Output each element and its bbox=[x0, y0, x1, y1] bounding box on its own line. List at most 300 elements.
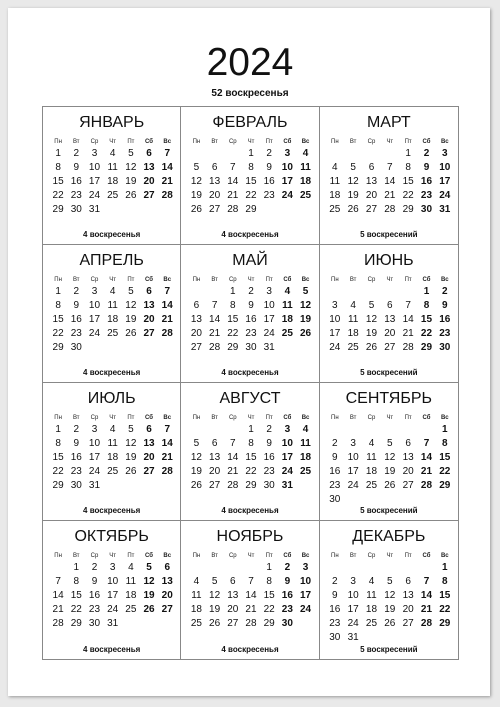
month-name: АПРЕЛЬ bbox=[79, 252, 144, 269]
day-cell: 17 bbox=[107, 590, 119, 601]
day-cell: 7 bbox=[164, 148, 170, 159]
day-cell: 3 bbox=[284, 148, 291, 159]
day-cell: 26 bbox=[384, 480, 396, 491]
day-cell: 26 bbox=[190, 480, 202, 491]
day-cell bbox=[296, 203, 314, 217]
day-cell: 9 bbox=[73, 438, 80, 449]
month-name: МАЙ bbox=[232, 252, 268, 269]
day-cell: 4 bbox=[128, 562, 134, 573]
day-cell: 19 bbox=[299, 314, 312, 325]
day-cell: 27 bbox=[190, 342, 202, 353]
day-cell: 19 bbox=[125, 176, 137, 187]
month-sundays-count: 4 воскресенья bbox=[221, 368, 279, 377]
day-cell bbox=[158, 617, 176, 631]
day-cell bbox=[206, 423, 224, 437]
day-cell: 28 bbox=[227, 204, 239, 215]
weekday-label: Пн bbox=[192, 553, 201, 559]
day-cell: 22 bbox=[227, 328, 239, 339]
month-sundays-count: 4 воскресенья bbox=[221, 506, 279, 515]
day-cell bbox=[362, 285, 380, 299]
day-cell: 8 bbox=[442, 576, 448, 587]
week-row bbox=[320, 575, 458, 589]
month-name: СЕНТЯБРЬ bbox=[345, 390, 433, 407]
weekday-label: Пн bbox=[54, 415, 62, 421]
day-cell: 3 bbox=[350, 438, 356, 449]
month-block bbox=[320, 245, 458, 383]
month-name: ИЮЛЬ bbox=[87, 390, 136, 407]
day-cell bbox=[278, 341, 296, 355]
day-cell bbox=[296, 617, 314, 631]
weekday-label: Чт bbox=[247, 139, 255, 145]
day-cell: 16 bbox=[329, 604, 341, 615]
day-cell bbox=[224, 423, 242, 437]
month-block bbox=[181, 521, 319, 659]
day-cell: 15 bbox=[52, 314, 64, 325]
day-cell bbox=[187, 147, 205, 161]
day-cell: 2 bbox=[248, 286, 254, 297]
weekday-label: Ср bbox=[367, 277, 376, 283]
weekday-label: Вс bbox=[163, 139, 172, 145]
day-cell: 2 bbox=[73, 286, 80, 297]
day-cell: 15 bbox=[70, 590, 82, 601]
day-cell: 21 bbox=[161, 176, 173, 187]
day-cell bbox=[436, 493, 454, 507]
day-cell bbox=[140, 203, 158, 217]
day-cell: 17 bbox=[347, 466, 359, 477]
day-cell: 26 bbox=[125, 190, 137, 201]
day-cell: 10 bbox=[347, 452, 359, 463]
day-cell: 8 bbox=[423, 300, 430, 311]
weekday-label: Вт bbox=[73, 415, 80, 421]
day-cell: 19 bbox=[347, 190, 359, 201]
day-cell: 23 bbox=[245, 328, 257, 339]
weekday-label: Чт bbox=[247, 277, 255, 283]
week-row bbox=[320, 161, 458, 175]
weekday-label: Сб bbox=[145, 415, 154, 421]
day-cell bbox=[436, 631, 454, 645]
day-cell: 17 bbox=[281, 452, 293, 463]
day-cell: 15 bbox=[420, 314, 433, 325]
day-cell bbox=[381, 631, 399, 645]
day-cell: 26 bbox=[190, 204, 202, 215]
day-cell: 11 bbox=[347, 314, 359, 325]
day-cell bbox=[140, 341, 158, 355]
month-block bbox=[43, 521, 181, 659]
day-cell: 9 bbox=[266, 438, 272, 449]
weekday-label: Чт bbox=[386, 139, 394, 145]
weekday-label: Сб bbox=[283, 277, 292, 283]
day-cell: 3 bbox=[332, 300, 338, 311]
day-cell: 10 bbox=[88, 300, 101, 311]
weekday-label: Вс bbox=[163, 277, 172, 283]
day-cell: 13 bbox=[384, 314, 396, 325]
week-row bbox=[181, 175, 318, 189]
day-cell: 4 bbox=[368, 576, 375, 587]
weekday-header bbox=[43, 413, 180, 423]
day-cell: 2 bbox=[442, 286, 448, 297]
weekday-header bbox=[181, 413, 318, 423]
day-cell: 6 bbox=[211, 438, 218, 449]
week-row bbox=[43, 313, 180, 327]
weekday-label: Ср bbox=[367, 139, 376, 145]
day-cell: 7 bbox=[164, 424, 170, 435]
weekday-header bbox=[43, 551, 180, 561]
week-row bbox=[181, 451, 318, 465]
day-cell: 27 bbox=[227, 618, 239, 629]
day-cell: 2 bbox=[73, 148, 80, 159]
day-cell: 18 bbox=[107, 452, 119, 463]
day-cell: 28 bbox=[52, 618, 64, 629]
day-cell: 9 bbox=[266, 162, 272, 173]
day-cell: 17 bbox=[299, 590, 312, 601]
day-cell: 11 bbox=[107, 162, 118, 173]
week-row bbox=[43, 603, 180, 617]
week-row bbox=[320, 327, 458, 341]
day-cell bbox=[224, 147, 242, 161]
week-row bbox=[320, 341, 458, 355]
day-cell: 25 bbox=[365, 618, 378, 629]
week-row bbox=[43, 617, 180, 631]
weekday-label: Вс bbox=[163, 415, 172, 421]
day-cell bbox=[362, 423, 380, 437]
day-cell: 7 bbox=[423, 576, 430, 587]
day-cell: 10 bbox=[439, 162, 451, 173]
weekday-label: Вт bbox=[73, 139, 80, 145]
day-cell: 11 bbox=[107, 438, 118, 449]
day-cell: 19 bbox=[125, 314, 137, 325]
week-row bbox=[320, 589, 458, 603]
day-cell bbox=[49, 561, 67, 575]
weekday-label: Вс bbox=[440, 139, 449, 145]
week-row bbox=[320, 479, 458, 493]
day-cell: 14 bbox=[161, 162, 173, 173]
day-cell: 7 bbox=[211, 300, 218, 311]
day-cell: 9 bbox=[73, 162, 80, 173]
day-cell bbox=[362, 147, 380, 161]
day-cell: 12 bbox=[299, 300, 312, 311]
day-cell: 6 bbox=[368, 162, 375, 173]
day-cell: 8 bbox=[55, 162, 61, 173]
weekday-label: Пн bbox=[331, 277, 339, 283]
day-cell: 13 bbox=[402, 590, 414, 601]
day-cell bbox=[206, 147, 224, 161]
day-cell: 2 bbox=[91, 562, 98, 573]
day-cell: 7 bbox=[230, 162, 236, 173]
weekday-label: Ср bbox=[367, 415, 376, 421]
day-cell: 20 bbox=[143, 176, 155, 187]
day-cell bbox=[206, 285, 224, 299]
day-cell: 6 bbox=[211, 162, 218, 173]
weekday-label: Ср bbox=[90, 277, 99, 283]
day-cell: 27 bbox=[143, 328, 155, 339]
weekday-label: Сб bbox=[422, 139, 431, 145]
day-cell: 25 bbox=[299, 466, 312, 477]
day-cell bbox=[344, 493, 362, 507]
day-cell bbox=[399, 285, 417, 299]
day-cell: 22 bbox=[402, 190, 414, 201]
day-cell: 22 bbox=[439, 466, 451, 477]
day-cell: 24 bbox=[347, 618, 359, 629]
weekday-label: Пт bbox=[404, 139, 412, 145]
day-cell: 4 bbox=[332, 162, 338, 173]
week-row bbox=[181, 603, 318, 617]
month-sundays-count: 4 воскресенья bbox=[83, 230, 141, 239]
day-cell: 3 bbox=[266, 286, 272, 297]
week-row bbox=[320, 493, 458, 507]
day-cell: 18 bbox=[190, 604, 202, 615]
day-cell: 25 bbox=[125, 604, 137, 615]
weekday-label: Сб bbox=[145, 277, 154, 283]
day-cell: 24 bbox=[281, 466, 293, 477]
weekday-label: Вс bbox=[440, 553, 449, 559]
day-cell: 25 bbox=[190, 618, 202, 629]
day-cell: 19 bbox=[384, 466, 396, 477]
day-cell: 18 bbox=[365, 604, 378, 615]
day-cell: 29 bbox=[70, 618, 82, 629]
day-cell: 15 bbox=[245, 176, 257, 187]
day-cell: 27 bbox=[402, 480, 414, 491]
weekday-label: Пн bbox=[192, 277, 201, 283]
day-cell: 24 bbox=[347, 480, 359, 491]
week-row bbox=[43, 561, 180, 575]
day-cell: 12 bbox=[125, 162, 137, 173]
month-sundays-count: 5 воскресений bbox=[360, 230, 418, 239]
weekday-label: Вс bbox=[301, 415, 310, 421]
day-cell bbox=[344, 561, 362, 575]
day-cell: 15 bbox=[263, 590, 275, 601]
weekday-header bbox=[320, 551, 458, 561]
weekday-label: Пн bbox=[54, 139, 62, 145]
weekday-header bbox=[320, 275, 458, 285]
day-cell bbox=[140, 479, 158, 493]
day-cell: 31 bbox=[263, 342, 275, 353]
day-cell: 28 bbox=[227, 480, 239, 491]
day-cell: 28 bbox=[209, 342, 221, 353]
day-cell: 11 bbox=[366, 452, 377, 463]
day-cell bbox=[399, 493, 417, 507]
day-cell: 10 bbox=[107, 576, 119, 587]
day-cell: 11 bbox=[300, 438, 311, 449]
day-cell: 6 bbox=[387, 300, 393, 311]
day-cell: 4 bbox=[350, 300, 356, 311]
day-cell: 6 bbox=[193, 300, 200, 311]
day-cell: 12 bbox=[125, 300, 137, 311]
day-cell: 25 bbox=[329, 204, 341, 215]
day-cell bbox=[417, 423, 435, 437]
day-cell: 11 bbox=[107, 300, 118, 311]
weekday-label: Вс bbox=[301, 553, 310, 559]
day-cell: 22 bbox=[245, 466, 257, 477]
day-cell: 15 bbox=[439, 452, 451, 463]
weekday-label: Ср bbox=[367, 553, 376, 559]
day-cell: 13 bbox=[402, 452, 414, 463]
weekday-label: Вс bbox=[163, 553, 172, 559]
day-cell: 2 bbox=[73, 424, 80, 435]
day-cell: 8 bbox=[442, 438, 448, 449]
weekday-label: Пн bbox=[192, 415, 201, 421]
weekday-label: Ср bbox=[90, 139, 99, 145]
week-row bbox=[181, 203, 318, 217]
day-cell: 28 bbox=[420, 618, 433, 629]
day-cell bbox=[381, 561, 399, 575]
day-cell: 21 bbox=[161, 452, 173, 463]
day-cell: 29 bbox=[227, 342, 239, 353]
weekday-label: Пн bbox=[54, 277, 62, 283]
day-cell: 27 bbox=[384, 342, 396, 353]
day-cell: 4 bbox=[284, 286, 291, 297]
weekday-label: Чт bbox=[386, 277, 394, 283]
day-cell: 23 bbox=[263, 466, 275, 477]
day-cell: 3 bbox=[91, 424, 98, 435]
day-cell: 22 bbox=[52, 328, 64, 339]
weekday-header bbox=[320, 137, 458, 147]
day-cell: 20 bbox=[402, 466, 414, 477]
day-cell: 5 bbox=[350, 162, 356, 173]
day-cell: 28 bbox=[245, 618, 257, 629]
week-row bbox=[320, 437, 458, 451]
day-cell: 20 bbox=[227, 604, 239, 615]
week-row bbox=[43, 327, 180, 341]
weekday-label: Ср bbox=[90, 553, 99, 559]
week-row bbox=[43, 285, 180, 299]
day-cell: 4 bbox=[368, 438, 375, 449]
day-cell: 20 bbox=[190, 328, 202, 339]
day-cell: 2 bbox=[266, 148, 272, 159]
weekday-label: Пн bbox=[331, 139, 339, 145]
day-cell: 30 bbox=[281, 618, 293, 629]
weekday-label: Пн bbox=[54, 553, 62, 559]
day-cell: 6 bbox=[164, 562, 170, 573]
day-cell: 23 bbox=[70, 466, 82, 477]
day-cell: 21 bbox=[227, 466, 239, 477]
day-cell: 21 bbox=[161, 314, 173, 325]
weekday-header bbox=[181, 551, 318, 561]
day-cell: 8 bbox=[55, 300, 61, 311]
day-cell: 21 bbox=[52, 604, 64, 615]
weekday-header bbox=[181, 137, 318, 147]
day-cell: 2 bbox=[423, 148, 430, 159]
day-cell: 29 bbox=[263, 618, 275, 629]
weekday-label: Чт bbox=[109, 415, 117, 421]
weekday-label: Ср bbox=[228, 415, 237, 421]
weekday-header bbox=[43, 137, 180, 147]
day-cell: 18 bbox=[125, 590, 137, 601]
week-row bbox=[43, 161, 180, 175]
day-cell: 5 bbox=[146, 562, 152, 573]
day-cell bbox=[417, 493, 435, 507]
day-cell: 24 bbox=[281, 190, 293, 201]
day-cell bbox=[326, 561, 344, 575]
weekday-label: Ср bbox=[228, 139, 237, 145]
month-block bbox=[320, 107, 458, 245]
day-cell: 1 bbox=[442, 424, 448, 435]
day-cell: 23 bbox=[88, 604, 101, 615]
day-cell bbox=[122, 341, 140, 355]
week-row bbox=[181, 561, 318, 575]
day-cell: 2 bbox=[332, 576, 338, 587]
weekday-header bbox=[43, 275, 180, 285]
day-cell: 6 bbox=[146, 424, 152, 435]
day-cell: 28 bbox=[420, 480, 433, 491]
day-cell: 4 bbox=[109, 424, 116, 435]
day-cell bbox=[158, 203, 176, 217]
day-cell: 3 bbox=[109, 562, 116, 573]
day-cell: 6 bbox=[405, 438, 411, 449]
day-cell: 10 bbox=[281, 162, 293, 173]
day-cell: 17 bbox=[88, 314, 101, 325]
day-cell: 1 bbox=[248, 148, 254, 159]
day-cell: 25 bbox=[299, 190, 312, 201]
day-cell: 24 bbox=[329, 342, 341, 353]
day-cell: 26 bbox=[209, 618, 221, 629]
day-cell: 16 bbox=[263, 452, 275, 463]
day-cell: 2 bbox=[332, 438, 338, 449]
day-cell: 17 bbox=[88, 452, 101, 463]
month-name: ФЕВРАЛЬ bbox=[212, 114, 288, 131]
day-cell: 5 bbox=[128, 286, 134, 297]
day-cell: 16 bbox=[263, 176, 275, 187]
day-cell: 30 bbox=[88, 618, 101, 629]
day-cell: 23 bbox=[439, 328, 451, 339]
day-cell bbox=[206, 561, 224, 575]
day-cell: 26 bbox=[143, 604, 155, 615]
day-cell: 8 bbox=[266, 576, 272, 587]
month-sundays-count: 4 воскресенья bbox=[221, 230, 279, 239]
day-cell: 8 bbox=[73, 576, 80, 587]
week-row bbox=[181, 575, 318, 589]
weekday-label: Вт bbox=[349, 553, 357, 559]
month-block bbox=[320, 383, 458, 521]
day-cell: 10 bbox=[88, 162, 101, 173]
day-cell: 23 bbox=[281, 604, 293, 615]
weekday-label: Сб bbox=[145, 139, 154, 145]
day-cell: 24 bbox=[107, 604, 119, 615]
day-cell: 16 bbox=[281, 590, 293, 601]
total-sundays-caption: 52 воскресенья bbox=[211, 88, 289, 99]
day-cell: 14 bbox=[227, 452, 239, 463]
day-cell: 19 bbox=[365, 328, 378, 339]
day-cell: 25 bbox=[281, 328, 293, 339]
day-cell bbox=[399, 631, 417, 645]
day-cell: 26 bbox=[125, 466, 137, 477]
month-block bbox=[181, 245, 319, 383]
day-cell bbox=[242, 561, 260, 575]
day-cell: 28 bbox=[384, 204, 396, 215]
day-cell bbox=[296, 341, 314, 355]
day-cell: 19 bbox=[209, 604, 221, 615]
day-cell: 23 bbox=[70, 190, 82, 201]
day-cell: 23 bbox=[70, 328, 82, 339]
day-cell bbox=[260, 203, 278, 217]
week-row bbox=[320, 631, 458, 645]
day-cell: 31 bbox=[281, 480, 293, 491]
day-cell: 23 bbox=[263, 190, 275, 201]
week-row bbox=[43, 175, 180, 189]
day-cell: 18 bbox=[281, 314, 293, 325]
week-row bbox=[181, 299, 318, 313]
day-cell: 23 bbox=[329, 618, 341, 629]
day-cell: 10 bbox=[299, 576, 312, 587]
day-cell: 22 bbox=[420, 328, 433, 339]
day-cell: 9 bbox=[248, 300, 254, 311]
day-cell bbox=[362, 561, 380, 575]
day-cell: 23 bbox=[329, 480, 341, 491]
day-cell: 1 bbox=[266, 562, 272, 573]
day-cell: 24 bbox=[88, 328, 101, 339]
week-row bbox=[320, 299, 458, 313]
day-cell: 3 bbox=[91, 148, 98, 159]
week-row bbox=[181, 465, 318, 479]
